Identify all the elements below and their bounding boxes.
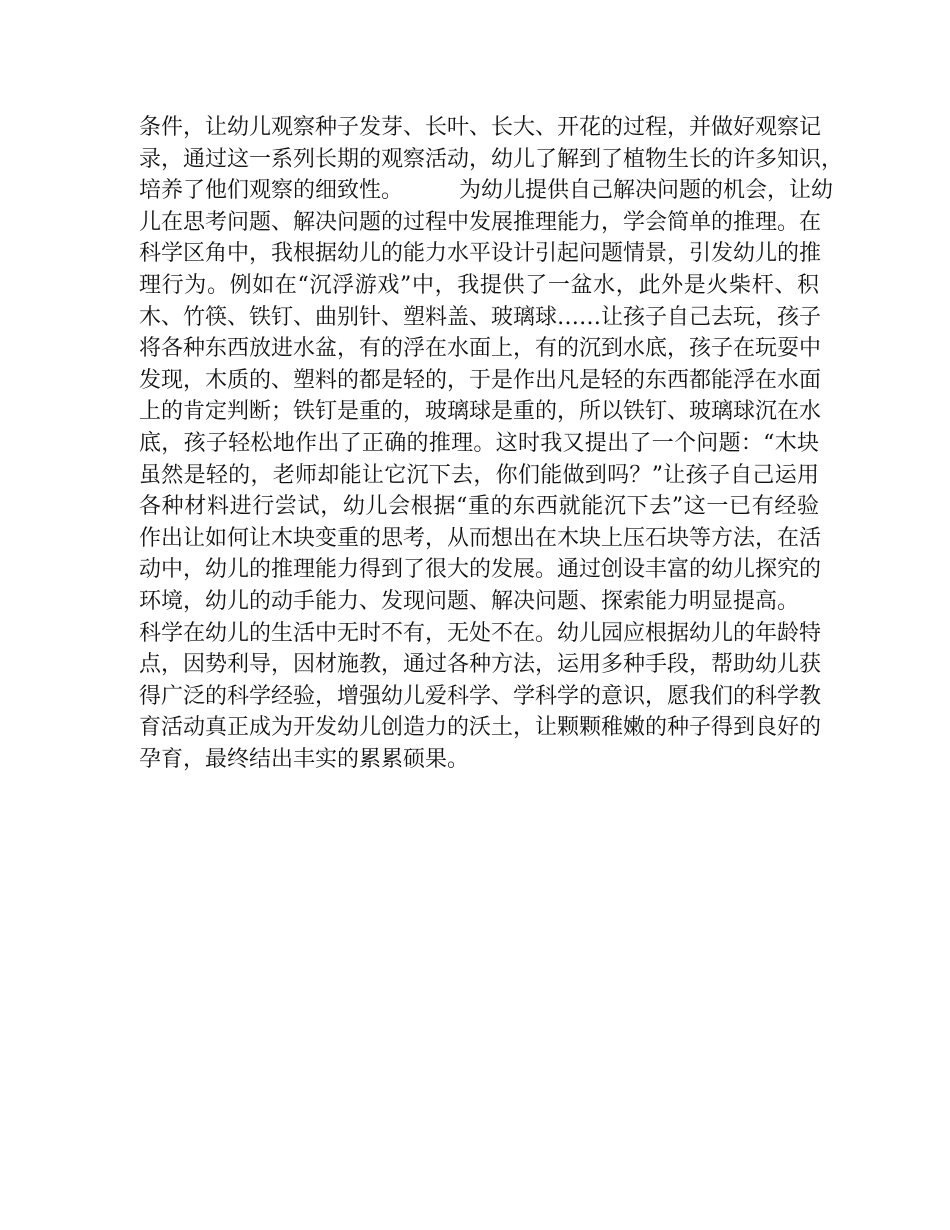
text-line: 孕育，最终结出丰实的累累硕果。 [139,746,470,772]
text-line: 科学区角中，我根据幼儿的能力水平设计引起问题情景，引发幼儿的推 [139,241,822,267]
text-line: 木、竹筷、铁钉、曲别针、塑料盖、玻璃球……让孩子自己去玩，孩子 [139,304,822,330]
text-line: 点，因势利导，因材施教，通过各种方法，运用多种手段，帮助幼儿获 [139,652,822,678]
text-line: 条件，让幼儿观察种子发芽、长叶、长大、开花的过程，并做好观察记 [139,115,822,140]
text-line: 科学在幼儿的生活中无时不有，无处不在。幼儿园应根据幼儿的年龄特 [139,620,822,646]
text-line: 录，通过这一系列长期的观察活动，幼儿了解到了植物生长的许多知识， [139,146,844,172]
text-line: 作出让如何让木块变重的思考，从而想出在木块上压石块等方法，在活 [139,525,822,551]
text-line: 培养了他们观察的细致性。 为幼儿提供自己解决问题的机会，让幼 [139,178,833,204]
text-line: 底，孩子轻松地作出了正确的推理。这时我又提出了一个问题：“木块 [139,430,819,456]
body-text [139,112,844,775]
text-line: 理行为。例如在“沉浮游戏”中，我提供了一盆水，此外是火柴杆、积 [139,272,819,298]
text-line: 各种材料进行尝试，幼儿会根据“重的东西就能沉下去”这一已有经验 [139,494,819,520]
text-line: 环境，幼儿的动手能力、发现问题、解决问题、探索能力明显提高。 [139,588,800,614]
text-line: 育活动真正成为开发幼儿创造力的沃土，让颗颗稚嫩的种子得到良好的 [139,715,822,741]
text-line: 动中，幼儿的推理能力得到了很大的发展。通过创设丰富的幼儿探究的 [139,557,822,583]
text-line: 儿在思考问题、解决问题的过程中发展推理能力，学会简单的推理。在 [139,209,822,235]
text-line: 将各种东西放进水盆，有的浮在水面上，有的沉到水底，孩子在玩耍中 [139,336,822,362]
text-line: 上的肯定判断；铁钉是重的，玻璃球是重的，所以铁钉、玻璃球沉在水 [139,399,822,425]
text-line: 得广泛的科学经验，增强幼儿爱科学、学科学的意识，愿我们的科学教 [139,683,822,709]
text-line: 虽然是轻的，老师却能让它沉下去，你们能做到吗？”让孩子自己运用 [139,462,819,488]
text-line: 发现，木质的、塑料的都是轻的，于是作出凡是轻的东西都能浮在水面 [139,367,822,393]
